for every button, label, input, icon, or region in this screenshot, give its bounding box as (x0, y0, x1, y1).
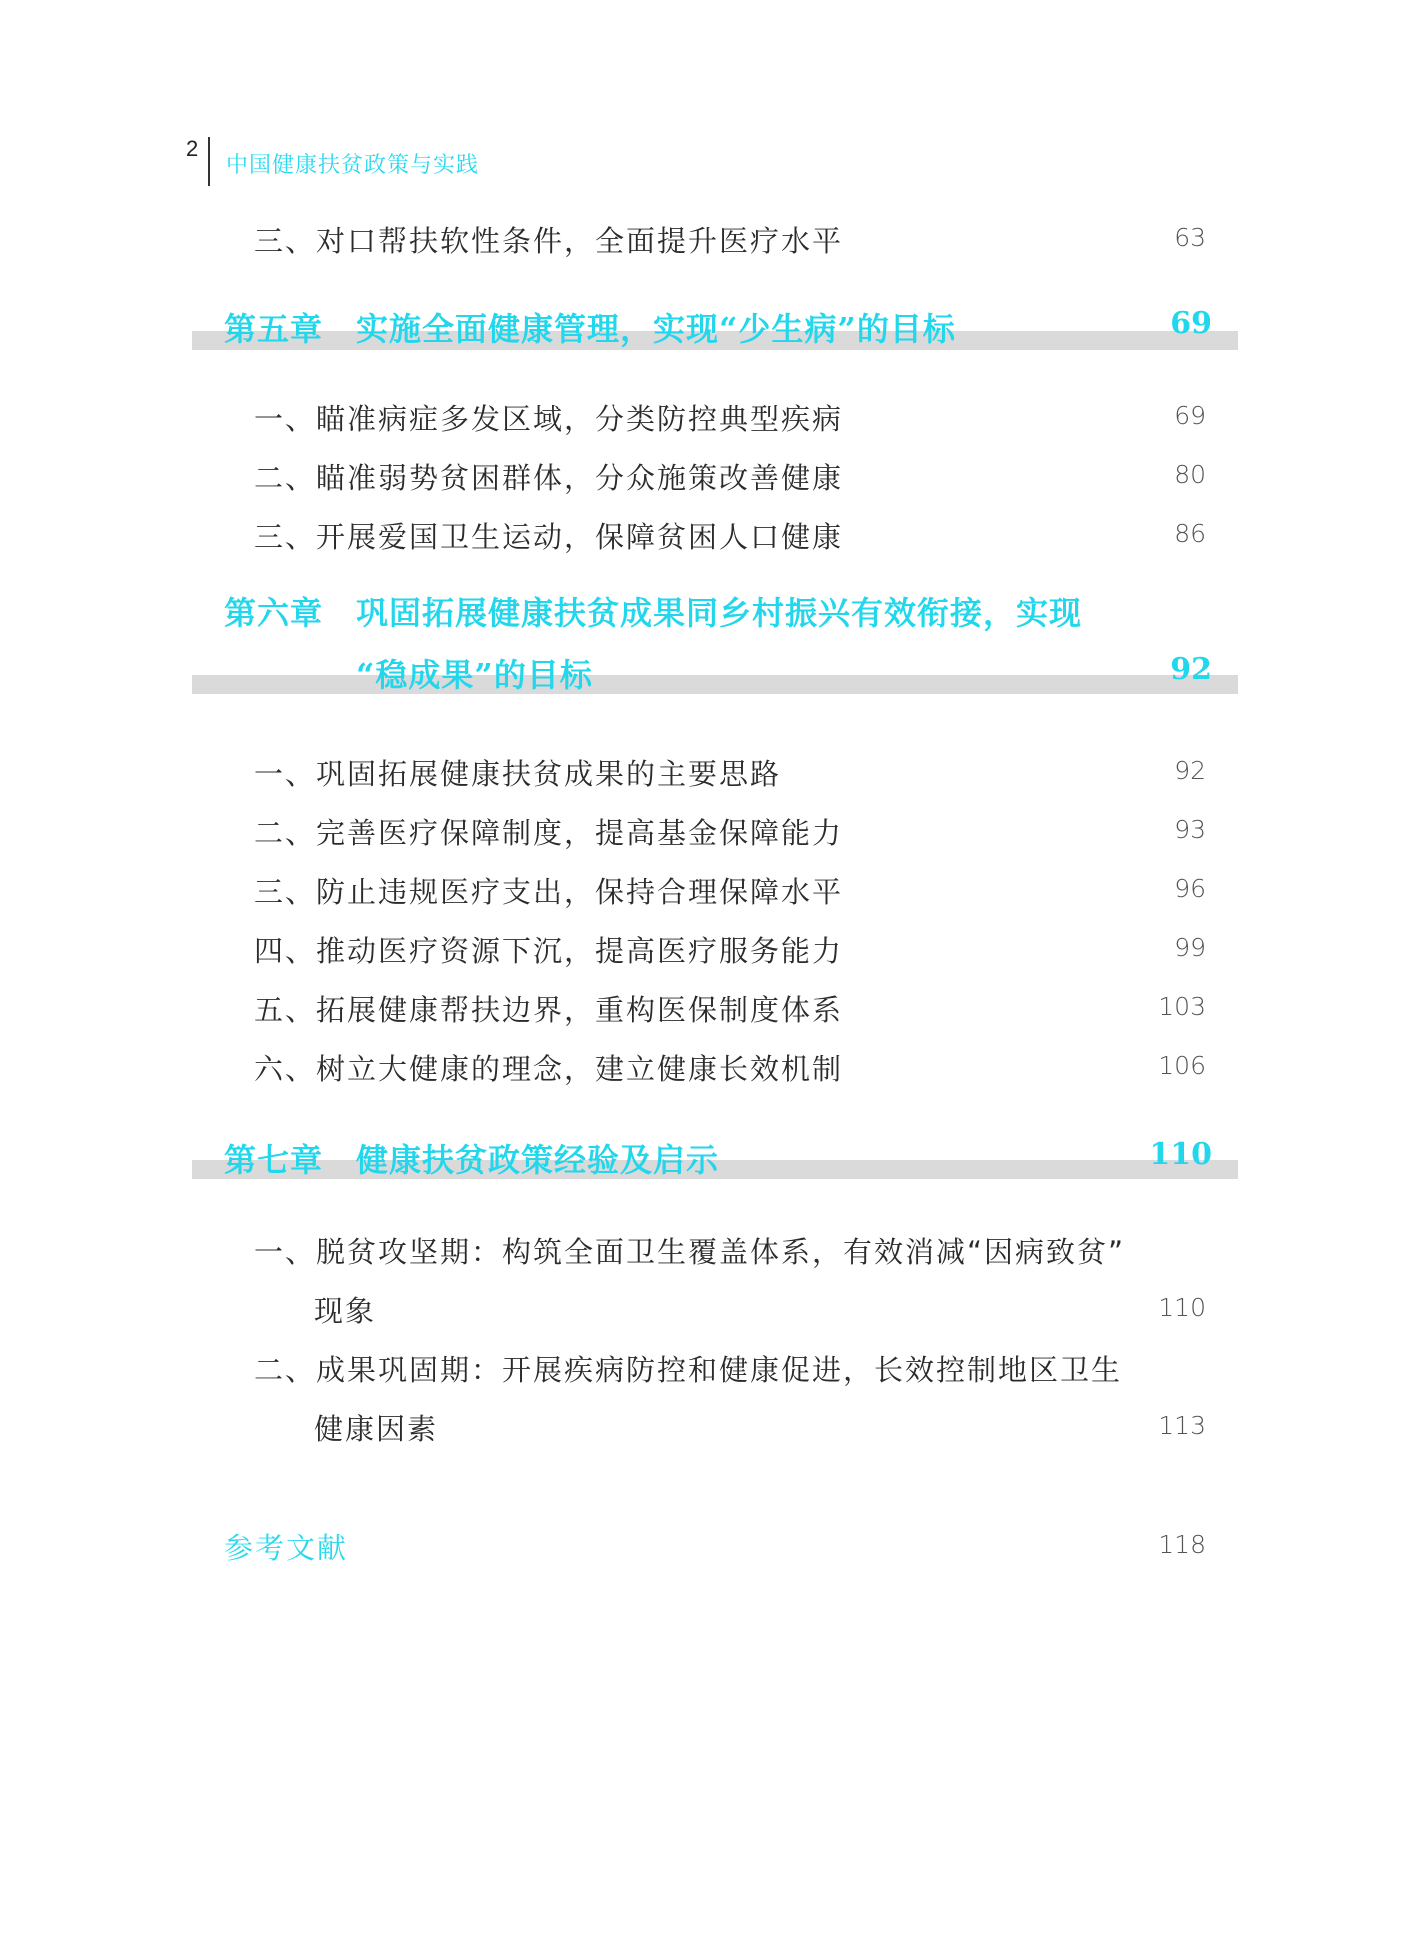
toc-entry-title: 一、瞄准病症多发区域，分类防控典型疾病 (254, 402, 844, 436)
chapter-title: 健康扶贫政策经验及启示 (356, 1141, 720, 1179)
toc-entry-page: 99 (1174, 933, 1206, 962)
chapter-title-line-1: 巩固拓展健康扶贫成果同乡村振兴有效衔接，实现 (356, 594, 1083, 632)
toc-entry-page: 110 (1158, 1293, 1206, 1322)
toc-entry-page: 106 (1158, 1051, 1206, 1080)
toc-entry-page: 93 (1174, 815, 1206, 844)
toc-entry-title: 一、巩固拓展健康扶贫成果的主要思路 (254, 757, 782, 791)
chapter-title: 实施全面健康管理，实现“少生病”的目标 (356, 310, 956, 348)
toc-entry-title: 二、瞄准弱势贫困群体，分众施策改善健康 (254, 461, 844, 495)
references-page: 118 (1158, 1530, 1206, 1559)
chapter-band (192, 675, 1238, 694)
chapter-label: 第五章 (224, 310, 324, 348)
toc-entry-title: 三、对口帮扶软性条件，全面提升医疗水平 (254, 224, 844, 258)
chapter-label: 第七章 (224, 1141, 324, 1179)
chapter-page: 110 (1149, 1137, 1212, 1172)
toc-entry-title-continued: 现象 (314, 1294, 377, 1328)
chapter-page: 92 (1170, 652, 1212, 687)
toc-entry-title: 四、推动医疗资源下沉，提高医疗服务能力 (254, 934, 844, 968)
toc-entry-title: 五、拓展健康帮扶边界，重构医保制度体系 (254, 993, 844, 1027)
toc-entry-page: 92 (1174, 756, 1206, 785)
references-label: 参考文献 (224, 1531, 349, 1565)
toc-entry-page: 86 (1174, 519, 1206, 548)
toc-entry-title: 一、脱贫攻坚期：构筑全面卫生覆盖体系，有效消减“因病致贫” (254, 1235, 1126, 1269)
chapter-title-line-2: “稳成果”的目标 (356, 656, 593, 694)
toc-entry-page: 69 (1174, 401, 1206, 430)
toc-entry-page: 63 (1174, 223, 1206, 252)
chapter-label: 第六章 (224, 594, 324, 632)
header-divider (208, 137, 210, 186)
running-head-title: 中国健康扶贫政策与实践 (226, 153, 480, 178)
toc-entry-title: 三、开展爱国卫生运动，保障贫困人口健康 (254, 520, 844, 554)
toc-entry-title: 三、防止违规医疗支出，保持合理保障水平 (254, 875, 844, 909)
toc-entry-page: 103 (1158, 992, 1206, 1021)
chapter-page: 69 (1170, 306, 1212, 341)
toc-entry-page: 96 (1174, 874, 1206, 903)
page-number: 2 (186, 136, 199, 161)
toc-entry-page: 113 (1158, 1411, 1206, 1440)
toc-entry-title: 二、成果巩固期：开展疾病防控和健康促进，长效控制地区卫生 (254, 1353, 1123, 1387)
toc-entry-page: 80 (1174, 460, 1206, 489)
toc-entry-title: 六、树立大健康的理念，建立健康长效机制 (254, 1052, 844, 1086)
toc-entry-title: 二、完善医疗保障制度，提高基金保障能力 (254, 816, 844, 850)
toc-entry-title-continued: 健康因素 (314, 1412, 439, 1446)
